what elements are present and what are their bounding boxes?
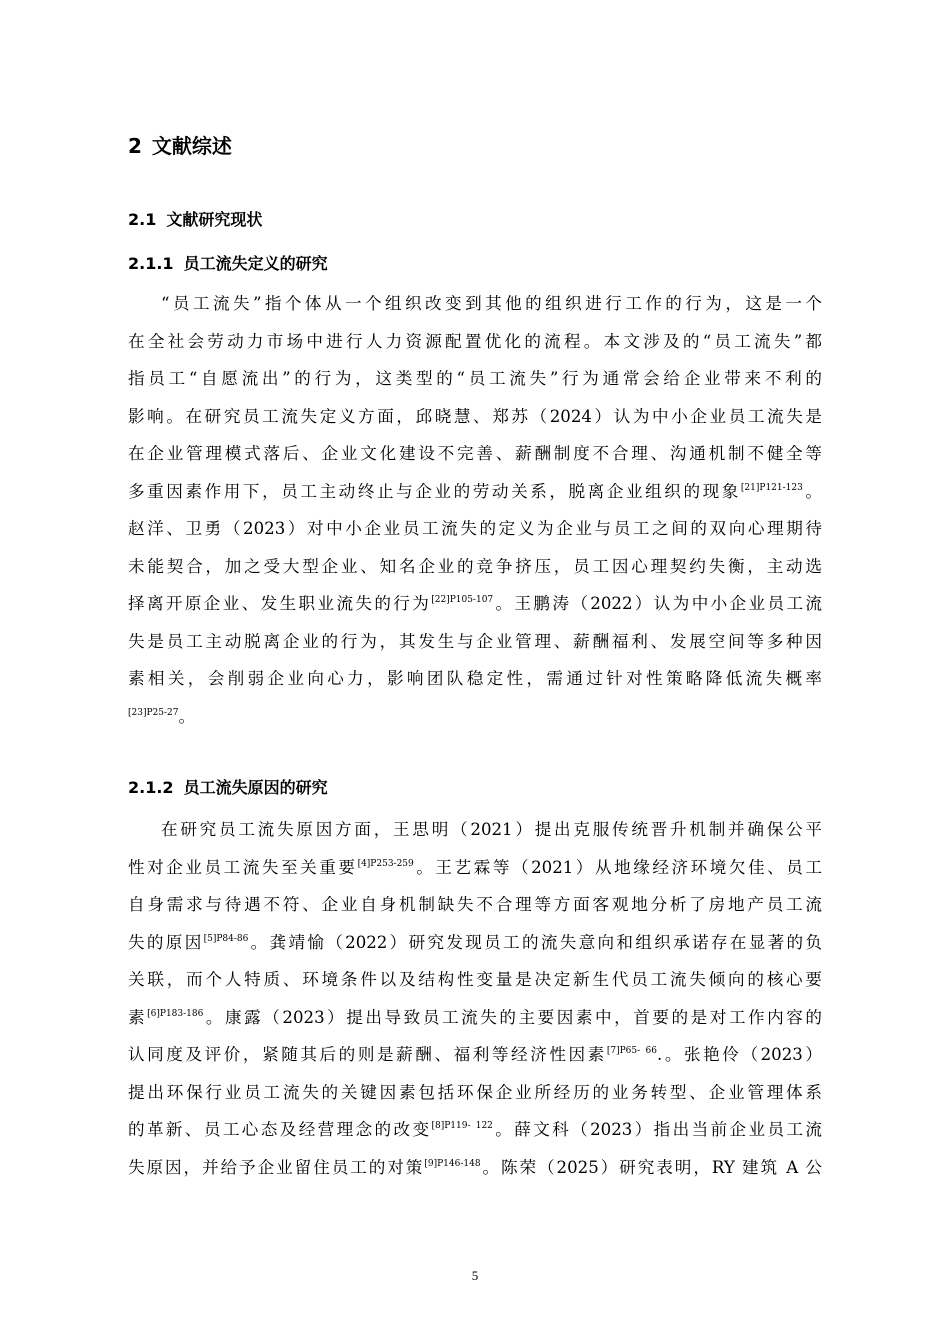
text-line: 在全社会劳动力市场中进行人力资源配置优化的流程。本文涉及的“员工流失”都 [128,331,822,351]
text-line [128,585,822,623]
text-segment: 。陈荣（2025）研究表明，RY 建筑 A 公 [480,1157,823,1177]
text-segment: 。薛文科（2023）指出当前企业员工流 [492,1120,823,1139]
text-segment: 择离开原企业、发生职业流失的行为 [128,594,432,613]
paragraph-causes [128,811,822,1186]
text-line: 未能契合，加之受大型企业、知名企业的竞争挤压，员工因心理契约失衡，主动选 [128,556,822,576]
text-line [128,849,822,887]
citation: [5]P84-86 [203,933,249,944]
text-segment: 。 [178,706,196,726]
section-title: 员工流失定义的研究 [183,254,328,273]
text-segment: 认同度及评价，紧随其后的则是薪酬、福利等经济性因素 [128,1045,607,1064]
text-line [128,1036,822,1074]
text-segment: 失原因，并给予企业留住员工的对策 [128,1157,425,1177]
text-segment: 的革新、员工心态及经营理念的改变 [128,1120,432,1139]
text-line [128,1149,822,1187]
text-line [128,924,822,962]
text-line: 自身需求与待遇不符、企业自身机制缺失不合理等方面客观地分析了房地产员工流 [128,895,822,914]
text-segment: 失的原因 [128,932,204,952]
chapter-number: 2 [128,134,142,158]
citation: [8]P119- 122 [431,1121,493,1131]
text-line: 在企业管理模式落后、企业文化建设不完善、薪酬制度不合理、沟通机制不健全等 [128,444,822,463]
chapter-heading [128,130,232,159]
section-title: 文献研究现状 [166,210,263,229]
text-segment: 。王鹏涛（2022）认为中小企业员工流 [493,594,823,613]
citation: [22]P105-107 [431,595,494,605]
section-heading-2-1-2 [128,775,328,798]
text-segment: 性对企业员工流失至关重要 [128,857,358,877]
text-segment: 多重因素作用下，员工主动终止与企业的劳动关系，脱离企业组织的现象 [128,481,741,501]
text-segment: 。 [802,481,823,501]
text-line: 素相关，会削弱企业向心力，影响团队稳定性，需通过针对性策略降低流失概率 [128,669,822,688]
text-line: 失是员工主动脱离企业的行为，其发生与企业管理、薪酬福利、发展空间等多种因 [128,631,822,651]
text-line: 在研究员工流失原因方面，王思明（2021）提出克服传统晋升机制并确保公平 [161,820,822,839]
page-number: 5 [471,1268,479,1283]
text-segment: 素 [128,1007,148,1027]
text-segment: .。张艳伶（2023） [657,1045,822,1064]
citation: [7]P65- 66 [606,1046,657,1056]
text-segment: 。王艺霖等（2021）从地缘经济环境欠佳、员工 [413,857,822,877]
paragraph-definition [128,285,822,735]
section-number: 2.1.1 [128,254,174,273]
text-segment: 。康露（2023）提出导致员工流失的主要因素中，首要的是对工作内容的 [203,1007,823,1027]
text-line: 赵洋、卫勇（2023）对中小企业员工流失的定义为企业与员工之间的双向心理期待 [128,519,822,538]
text-line [128,473,822,511]
citation: [23]P25-27 [128,707,179,718]
text-line [128,999,822,1037]
citation: [21]P121-123 [740,482,803,493]
citation: [6]P183-186 [147,1008,204,1019]
section-number: 2.1.2 [128,778,174,797]
text-line [128,698,822,736]
section-heading-2-1 [128,207,262,230]
section-number: 2.1 [128,210,157,229]
chapter-title: 文献综述 [151,134,232,158]
text-line: 指员工“自愿流出”的行为，这类型的“员工流失”行为通常会给企业带来不利的 [128,369,822,388]
text-line [128,1111,822,1149]
section-title: 员工流失原因的研究 [183,778,328,797]
text-line: “员工流失”指个体从一个组织改变到其他的组织进行工作的行为，这是一个 [161,294,822,313]
text-segment: 。龚靖愉（2022）研究发现员工的流失意向和组织承诺存在显著的负 [248,932,822,952]
citation: [9]P146-148 [424,1158,481,1169]
citation: [4]P253-259 [357,858,414,869]
text-line: 关联，而个人特质、环境条件以及结构性变量是决定新生代员工流失倾向的核心要 [128,970,822,989]
text-line: 提出环保行业员工流失的关键因素包括环保企业所经历的业务转型、企业管理体系 [128,1082,822,1102]
section-heading-2-1-1 [128,251,328,274]
text-line: 影响。在研究员工流失定义方面，邱晓慧、郑苏（2024）认为中小企业员工流失是 [128,406,822,426]
